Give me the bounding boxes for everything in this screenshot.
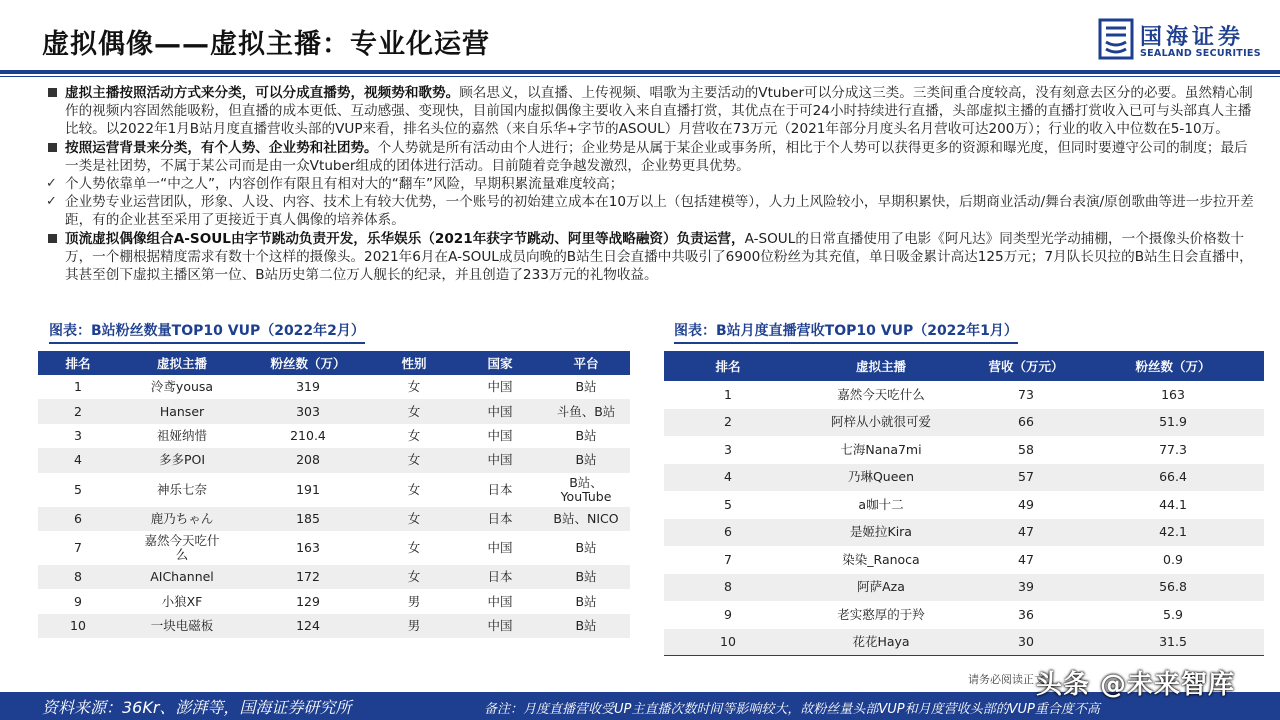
table-cell: 163 [1082, 381, 1264, 409]
table-cell: 66.4 [1082, 464, 1264, 492]
table-cell: 男 [370, 589, 458, 613]
table-cell: 祖娅纳惜 [118, 424, 246, 448]
column-header: 虚拟主播 [792, 351, 970, 381]
table-cell: 66 [970, 409, 1082, 437]
logo-text-cn: 国海证券 [1140, 25, 1245, 50]
table-cell: 1 [38, 375, 118, 399]
table-cell: 2 [664, 409, 792, 437]
table-row [664, 629, 1264, 657]
table-row [38, 565, 630, 589]
table1-title: 图表：B站粉丝数量TOP10 VUP（2022年2月） [49, 320, 365, 344]
table-cell: B站 [542, 424, 630, 448]
table-cell: B站、NICO [542, 507, 630, 531]
table-body [664, 381, 1264, 656]
table-cell: 中国 [458, 531, 542, 565]
table-cell: 4 [38, 448, 118, 472]
table-cell: 日本 [458, 473, 542, 507]
header-divider [0, 70, 1280, 74]
sealand-logo-icon [1098, 18, 1134, 60]
table-cell: 是姬拉Kira [792, 519, 970, 547]
table-cell: 3 [664, 436, 792, 464]
page-title: 虚拟偶像——虚拟主播：专业化运营 [42, 29, 490, 60]
table-cell: 日本 [458, 565, 542, 589]
paragraph-asoul [46, 230, 1261, 285]
table-cell: 2 [38, 399, 118, 423]
table-cell: 58 [970, 436, 1082, 464]
table-cell: 8 [664, 574, 792, 602]
paragraph-activity-type [46, 84, 1261, 139]
table2-bottom-rule [664, 655, 1264, 656]
table-row [664, 464, 1264, 492]
checkmark-icon: ✓ [46, 176, 57, 192]
table-cell: 36 [970, 601, 1082, 629]
table-row [664, 519, 1264, 547]
table-row [38, 399, 630, 423]
square-bullet-icon [48, 234, 57, 243]
table-cell: B站 [542, 448, 630, 472]
table-cell: 中国 [458, 589, 542, 613]
table-row [38, 424, 630, 448]
column-header: 营收（万元） [970, 351, 1082, 381]
company-logo [1098, 18, 1268, 66]
table-cell: B站 [542, 614, 630, 638]
table-cell: 6 [38, 507, 118, 531]
table-cell: 女 [370, 507, 458, 531]
table-cell: 阿梓从小就很可爱 [792, 409, 970, 437]
table-row [38, 448, 630, 472]
table-cell: 210.4 [246, 424, 370, 448]
column-header: 粉丝数（万） [246, 351, 370, 375]
table-cell: 中国 [458, 448, 542, 472]
table-cell: 163 [246, 531, 370, 565]
checkmark-icon: ✓ [46, 194, 57, 210]
table-cell: 124 [246, 614, 370, 638]
table-body [38, 375, 630, 638]
table-row [664, 409, 1264, 437]
table-cell: 56.8 [1082, 574, 1264, 602]
table-cell: 9 [38, 589, 118, 613]
table-cell: 多多POI [118, 448, 246, 472]
header-divider-thin [0, 76, 1280, 77]
table-cell: 神乐七奈 [118, 473, 246, 507]
table-cell: 女 [370, 448, 458, 472]
table-cell: B站 [542, 531, 630, 565]
table-cell: 小狼XF [118, 589, 246, 613]
table-cell: 208 [246, 448, 370, 472]
table-header-row [664, 351, 1264, 381]
table-cell: 女 [370, 375, 458, 399]
paragraph-lead: 按照运营背景来分类，有个人势、企业势和社团势。 [65, 139, 378, 156]
table-cell: 嘉然今天吃什 么 [118, 531, 246, 565]
table-cell: 一块电磁板 [118, 614, 246, 638]
table-cell: 中国 [458, 424, 542, 448]
table-cell: 129 [246, 589, 370, 613]
table-row [38, 531, 630, 565]
table-cell: 5.9 [1082, 601, 1264, 629]
table-cell: 鹿乃ちゃん [118, 507, 246, 531]
table-cell: 44.1 [1082, 491, 1264, 519]
table-cell: 阿萨Aza [792, 574, 970, 602]
table-cell: 39 [970, 574, 1082, 602]
table-cell: 8 [38, 565, 118, 589]
table-row [664, 574, 1264, 602]
table-cell: 191 [246, 473, 370, 507]
source-note: 资料来源：36Kr、澎湃等，国海证券研究所 [42, 698, 352, 717]
table-cell: B站 [542, 565, 630, 589]
table-cell: 女 [370, 565, 458, 589]
table-cell: 31.5 [1082, 629, 1264, 657]
table-cell: 老实憨厚的于羚 [792, 601, 970, 629]
table-row [38, 614, 630, 638]
paragraph-text: A-SOUL的日常直播使用了电影《阿凡达》同类型光学动捕棚，一个摄像头价格数十万，一个棚根据精度需求有数十个这样的摄像头。2021年6月在A-SOUL成员向晚的B站生日会直播中共吸引了6900位粉丝为其充值，单日吸金累计高达125万元；7月队长贝拉的B站生日会直播中，其甚至创下虚拟主播区第一位、B站历史第二位万人舰长的纪录，并且创造了233万元的礼物收益。 [65, 230, 1253, 284]
table-row [664, 381, 1264, 409]
table-cell: 49 [970, 491, 1082, 519]
table-cell: 172 [246, 565, 370, 589]
table-cell: a咖十二 [792, 491, 970, 519]
table-cell: 1 [664, 381, 792, 409]
body-text [46, 84, 1261, 284]
header [0, 0, 1280, 70]
check-item-enterprise [46, 193, 1261, 229]
table-cell: 日本 [458, 507, 542, 531]
table-cell: 42.1 [1082, 519, 1264, 547]
table-cell: 10 [38, 614, 118, 638]
table-row [38, 375, 630, 399]
table-cell: 77.3 [1082, 436, 1264, 464]
table-cell: 泠鸢yousa [118, 375, 246, 399]
table-cell: 女 [370, 473, 458, 507]
table-cell: 乃琳Queen [792, 464, 970, 492]
table-cell: 73 [970, 381, 1082, 409]
table-cell: 斗鱼、B站 [542, 399, 630, 423]
square-bullet-icon [48, 88, 57, 97]
table-header-row [38, 351, 630, 375]
table2-title: 图表：B站月度直播营收TOP10 VUP（2022年1月） [674, 320, 1018, 344]
paragraph-text: 顾名思义，以直播、上传视频、唱歌为主要活动的Vtuber可以分成这三类。三类间重合度较高，没有刻意去区分的必要。虽然精心制作的视频内容固然能吸粉，但直播的成本更低、互动感强、变现快，目前国内虚拟偶像主要收入来自直播打赏，其优点在于可24小时持续进行直播，头部虚拟主播的直播打赏收入已可与头部真人主播比较。以2022年1月B站月度直播营收头部的VUP来看，排名头位的嘉然（来自乐华+字节的ASOUL）月营收在73万元（2021年部分月度头名月营收可达200万）；行业的收入中位数在5-10万。 [65, 85, 1253, 138]
disclaimer-text: 请务必阅读正文 [968, 673, 1045, 686]
table-cell: 染染_Ranoca [792, 546, 970, 574]
table-cell: 185 [246, 507, 370, 531]
revenue-top10-table [664, 351, 1264, 656]
table-cell: 303 [246, 399, 370, 423]
table-cell: 男 [370, 614, 458, 638]
table-row [664, 546, 1264, 574]
table-cell: 51.9 [1082, 409, 1264, 437]
table-row [38, 589, 630, 613]
column-header: 排名 [664, 351, 792, 381]
table-cell: 47 [970, 546, 1082, 574]
table-cell: B站 [542, 375, 630, 399]
square-bullet-icon [48, 143, 57, 152]
fans-top10-table [38, 351, 630, 638]
table-cell: 319 [246, 375, 370, 399]
column-header: 国家 [458, 351, 542, 375]
table-cell: 七海Nana7mi [792, 436, 970, 464]
table-cell: AIChannel [118, 565, 246, 589]
table-cell: 7 [664, 546, 792, 574]
table-row [664, 491, 1264, 519]
paragraph-operation-type [46, 139, 1261, 175]
table-cell: 3 [38, 424, 118, 448]
table-cell: B站、 YouTube [542, 473, 630, 507]
table-cell: 30 [970, 629, 1082, 657]
table-row [38, 507, 630, 531]
column-header: 性别 [370, 351, 458, 375]
table-row [38, 473, 630, 507]
table-cell: B站 [542, 589, 630, 613]
table-cell: 10 [664, 629, 792, 657]
paragraph-text: 个人势就是所有活动由个人进行；企业势是从属于某企业或事务所，相比于个人势可以获得更多的资源和曝光度，但同时要遵守公司的制度；最后一类是社团势，不属于某公司而是由一众Vtuber组成的团体进行活动。目前随着竞争越发激烈，企业势更具优势。 [65, 139, 1248, 174]
table-cell: Hanser [118, 399, 246, 423]
table-cell: 5 [664, 491, 792, 519]
table-cell: 5 [38, 473, 118, 507]
table-row [664, 601, 1264, 629]
table-cell: 中国 [458, 614, 542, 638]
remark-note: 备注：月度直播营收受UP主直播次数时间等影响较大，故粉丝量头部VUP和月度营收头部的VUP重合度不高 [484, 702, 1100, 717]
table-cell: 女 [370, 424, 458, 448]
column-header: 平台 [542, 351, 630, 375]
column-header: 虚拟主播 [118, 351, 246, 375]
table-cell: 7 [38, 531, 118, 565]
table-cell: 0.9 [1082, 546, 1264, 574]
check-item-text: 个人势依靠单一“中之人”，内容创作有限且有相对大的“翻车”风险，早期积累流量难度较高； [65, 176, 624, 193]
table-cell: 花花Haya [792, 629, 970, 657]
column-header: 粉丝数（万） [1082, 351, 1264, 381]
table-cell: 中国 [458, 399, 542, 423]
table-cell: 4 [664, 464, 792, 492]
check-item-individual [46, 175, 1261, 193]
watermark: 头条 @未来智库 [1036, 670, 1236, 700]
table-row [664, 436, 1264, 464]
table-cell: 57 [970, 464, 1082, 492]
table-cell: 47 [970, 519, 1082, 547]
paragraph-lead: 虚拟主播按照活动方式来分类，可以分成直播势，视频势和歌势。 [65, 85, 460, 101]
table-cell: 6 [664, 519, 792, 547]
column-header: 排名 [38, 351, 118, 375]
table-cell: 9 [664, 601, 792, 629]
table-cell: 嘉然今天吃什么 [792, 381, 970, 409]
logo-text-en: SEALAND SECURITIES [1140, 48, 1261, 59]
table-cell: 中国 [458, 375, 542, 399]
table-cell: 女 [370, 531, 458, 565]
check-item-text: 企业势专业运营团队，形象、人设、内容、技术上有较大优势，一个账号的初始建立成本在10万以上（包括建模等），人力上风险较小，早期积累快，后期商业活动/舞台表演/原创歌曲等进一步拉开差距，有的企业甚至采用了更接近于真人偶像的培养体系。 [65, 194, 1254, 229]
paragraph-lead: 顶流虚拟偶像组合A-SOUL由字节跳动负责开发，乐华娱乐（2021年获字节跳动、阿里等战略融资）负责运营， [65, 230, 745, 247]
table-cell: 女 [370, 399, 458, 423]
